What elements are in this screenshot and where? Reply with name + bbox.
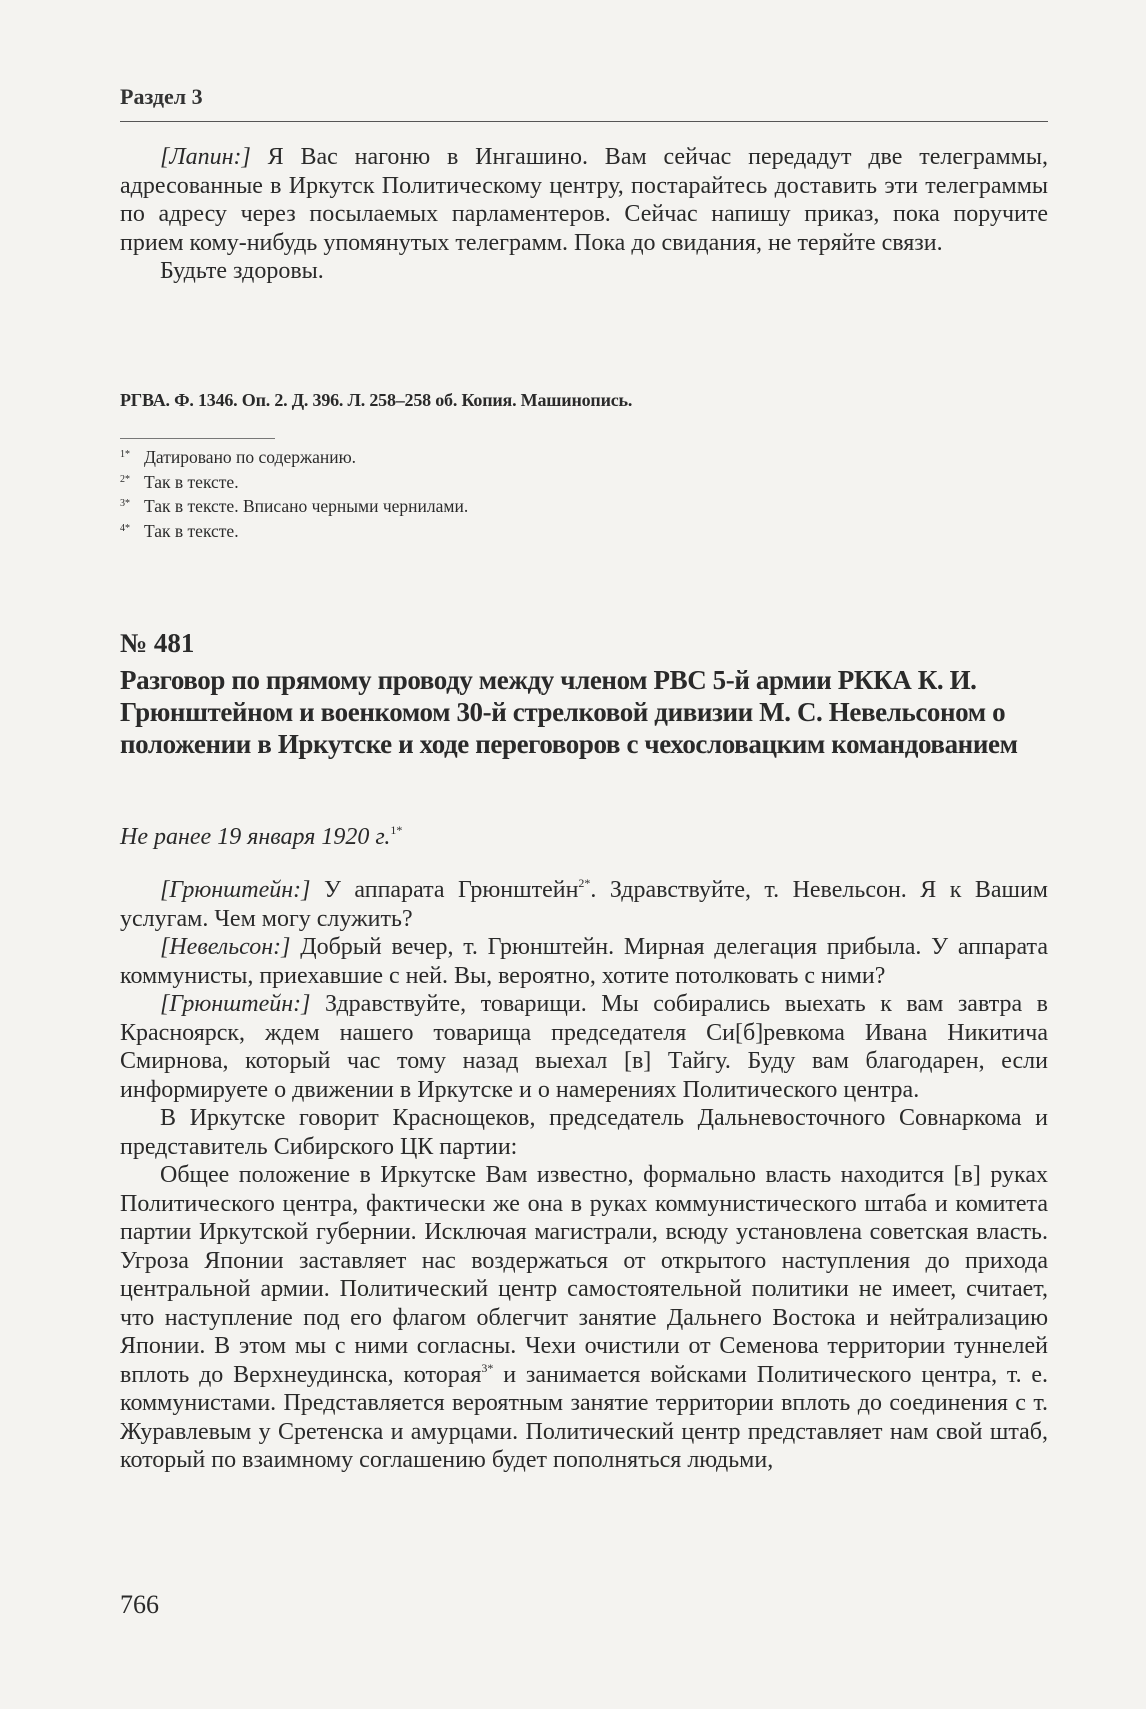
paragraph: [Невельсон:] Добрый вечер, т. Грюнштейн. Мирная делегация прибыла. У аппарата коммунисты, приехавшие с ней. Вы, вероятно, хотите потолковать с ними? [120, 934, 1048, 989]
paragraph: Будьте здоровы. [160, 258, 324, 284]
document-title: Разговор по прямому проводу между членом РВС 5-й армии РККА К. И. Грюнштейном и военкомом 30-й стрелковой дивизии М. С. Невельсоном о положении в Иркутске и ходе переговоров с чехословацким командованием [120, 665, 1018, 759]
paragraph: [Грюнштейн:] Здравствуйте, товарищи. Мы собирались выехать к вам завтра в Красноярск, ждем нашего товарища председателя Си[б]ревкома Ивана Никитича Смирнова, который час тому назад выехал [в] Тайгу. Буду вам благодарен, если информируете о движении в Иркутске и о намерениях Политического центра. [120, 991, 1048, 1103]
footnotes [120, 444, 468, 542]
footnote: $^{3*}$ Так в тексте. Вписано черными чернилами. [120, 496, 469, 516]
paragraph: [Лапин:] Я Вас нагоню в Ингашино. Вам сейчас передадут две телеграммы, адресованные в Иркутск Политическому центру, постарайтесь доставить эти телеграммы по адресу через посылаемых парламентеров. Сейчас напишу приказ, пока поручите прием кому-нибудь упомянутых телеграмм. Пока до свидания, не теряйте связи. [120, 144, 1048, 256]
speaker-label: [Лапин:] [160, 144, 251, 170]
running-header: Раздел 3 [120, 84, 203, 109]
document-date: Не ранее 19 января 1920 г.$^{1*}$ [120, 823, 403, 850]
dialogue-text [120, 876, 1048, 1475]
footnote-rule [120, 438, 275, 439]
footnote: $^{2*}$ Так в тексте. [120, 471, 239, 492]
header-rule [120, 121, 1048, 122]
document-number: № 481 [120, 628, 195, 658]
paragraph: Общее положение в Иркутске Вам известно, формально власть находится [в] руках Политического центра, фактически же она в руках коммунистического штаба и комитета партии Иркутской губернии. Исключая магистрали, всюду установлена советская власть. Угроза Японии заставляет нас воздержаться от открытого наступления до прихода центральной армии. Политический центр самостоятельной политики не имеет, считает, что наступление под его флагом облегчит занятие Дальнего Востока и нейтрализацию Японии. В этом мы с ними согласны. Чехи очистили от Семенова территории туннелей вплоть до Верхнеудинска, которая$^{3*}$ и занимается войсками Политического центра, т. е. коммунистами. Представляется вероятным занятие территории вплоть до соединения с т. Журавлевым у Сретенска и амурцами. Политический центр представляет нам свой штаб, который по взаимному соглашению будет пополняться людьми, [120, 1162, 1049, 1473]
page-number: 766 [120, 1590, 159, 1619]
footnote: $^{4*}$ Так в тексте. [120, 520, 239, 541]
intro-text [120, 143, 1048, 286]
archive-reference: РГВА. Ф. 1346. Оп. 2. Д. 396. Л. 258–258 об. Копия. Машинопись. [120, 390, 633, 410]
paragraph: В Иркутске говорит Краснощеков, председатель Дальневосточного Совнаркома и представитель Сибирского ЦК партии: [120, 1105, 1048, 1160]
paragraph: [Грюнштейн:] У аппарата Грюнштейн$^{2*}$. Здравствуйте, т. Невельсон. Я к Вашим услугам. Чем могу служить? [120, 876, 1048, 932]
footnote: $^{1*}$ Датировано по содержанию. [120, 447, 357, 467]
